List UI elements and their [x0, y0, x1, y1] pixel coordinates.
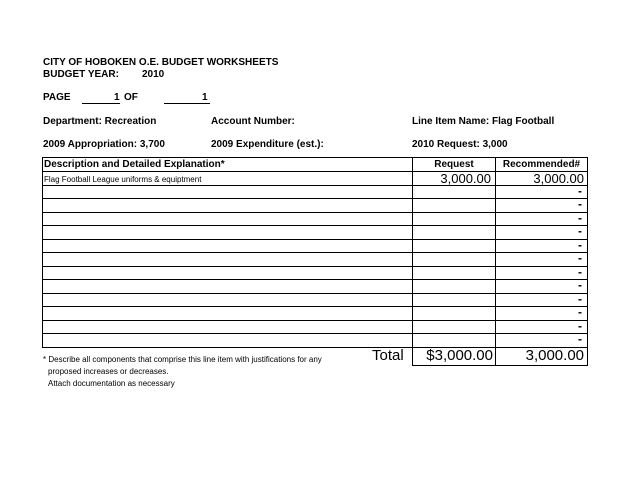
- budget-year-label: BUDGET YEAR:: [43, 69, 119, 80]
- table-row-recommended: -: [578, 184, 582, 198]
- request-2010: 2010 Request: 3,000: [412, 139, 508, 150]
- table-row-recommended: -: [578, 332, 582, 346]
- table-row-recommended: -: [578, 265, 582, 279]
- row-divider: [42, 293, 588, 294]
- table-row-recommended: -: [578, 319, 582, 333]
- total-bottom-border: [412, 365, 588, 366]
- department: Department: Recreation: [43, 116, 157, 127]
- table-row-recommended: -: [578, 238, 582, 252]
- row-divider: [42, 239, 588, 240]
- page-total: 1: [202, 92, 208, 103]
- table-row-recommended: -: [578, 251, 582, 265]
- table-row-recommended: -: [578, 224, 582, 238]
- page-number-underline: [82, 103, 120, 104]
- recommended-column-border: [495, 157, 496, 366]
- table-top-border: [42, 157, 588, 158]
- appropriation-2009: 2009 Appropriation: 3,700: [43, 139, 165, 150]
- row-divider: [42, 306, 588, 307]
- table-right-border: [587, 157, 588, 366]
- budget-year-value: 2010: [142, 69, 165, 80]
- table-row-request: 3,000.00: [440, 171, 491, 186]
- row-divider: [42, 212, 588, 213]
- expenditure-2009: 2009 Expenditure (est.):: [211, 139, 324, 150]
- row-divider: [42, 225, 588, 226]
- table-row-recommended: 3,000.00: [533, 171, 584, 186]
- row-divider: [42, 333, 588, 334]
- table-row-recommended: -: [578, 278, 582, 292]
- table-left-border: [42, 157, 43, 348]
- table-row-description: Flag Football League uniforms & equiptment: [44, 175, 202, 184]
- table-row-recommended: -: [578, 211, 582, 225]
- row-divider: [42, 252, 588, 253]
- footnote-line-3: Attach documentation as necessary: [48, 379, 175, 388]
- total-request: $3,000.00: [426, 347, 493, 364]
- row-divider: [42, 279, 588, 280]
- table-row-recommended: -: [578, 305, 582, 319]
- page-total-underline: [164, 103, 210, 104]
- document-title: CITY OF HOBOKEN O.E. BUDGET WORKSHEETS: [43, 57, 279, 68]
- footnote-line-2: proposed increases or decreases.: [48, 367, 169, 376]
- page-label: PAGE: [43, 92, 71, 103]
- table-row-recommended: -: [578, 197, 582, 211]
- request-header: Request: [434, 159, 474, 170]
- row-divider: [42, 266, 588, 267]
- total-recommended: 3,000.00: [525, 347, 584, 364]
- of-label: OF: [124, 92, 138, 103]
- request-column-border: [412, 157, 413, 366]
- description-header: Description and Detailed Explanation*: [44, 159, 225, 170]
- line-item-name: Line Item Name: Flag Football: [412, 116, 555, 127]
- row-divider: [42, 320, 588, 321]
- row-divider: [42, 198, 588, 199]
- recommended-header: Recommended#: [502, 159, 581, 170]
- page-number: 1: [114, 92, 120, 103]
- footnote-line-1: * Describe all components that comprise this line item with justifications for any: [43, 355, 322, 364]
- total-label: Total: [372, 347, 404, 364]
- account-number: Account Number:: [211, 116, 295, 127]
- table-row-recommended: -: [578, 292, 582, 306]
